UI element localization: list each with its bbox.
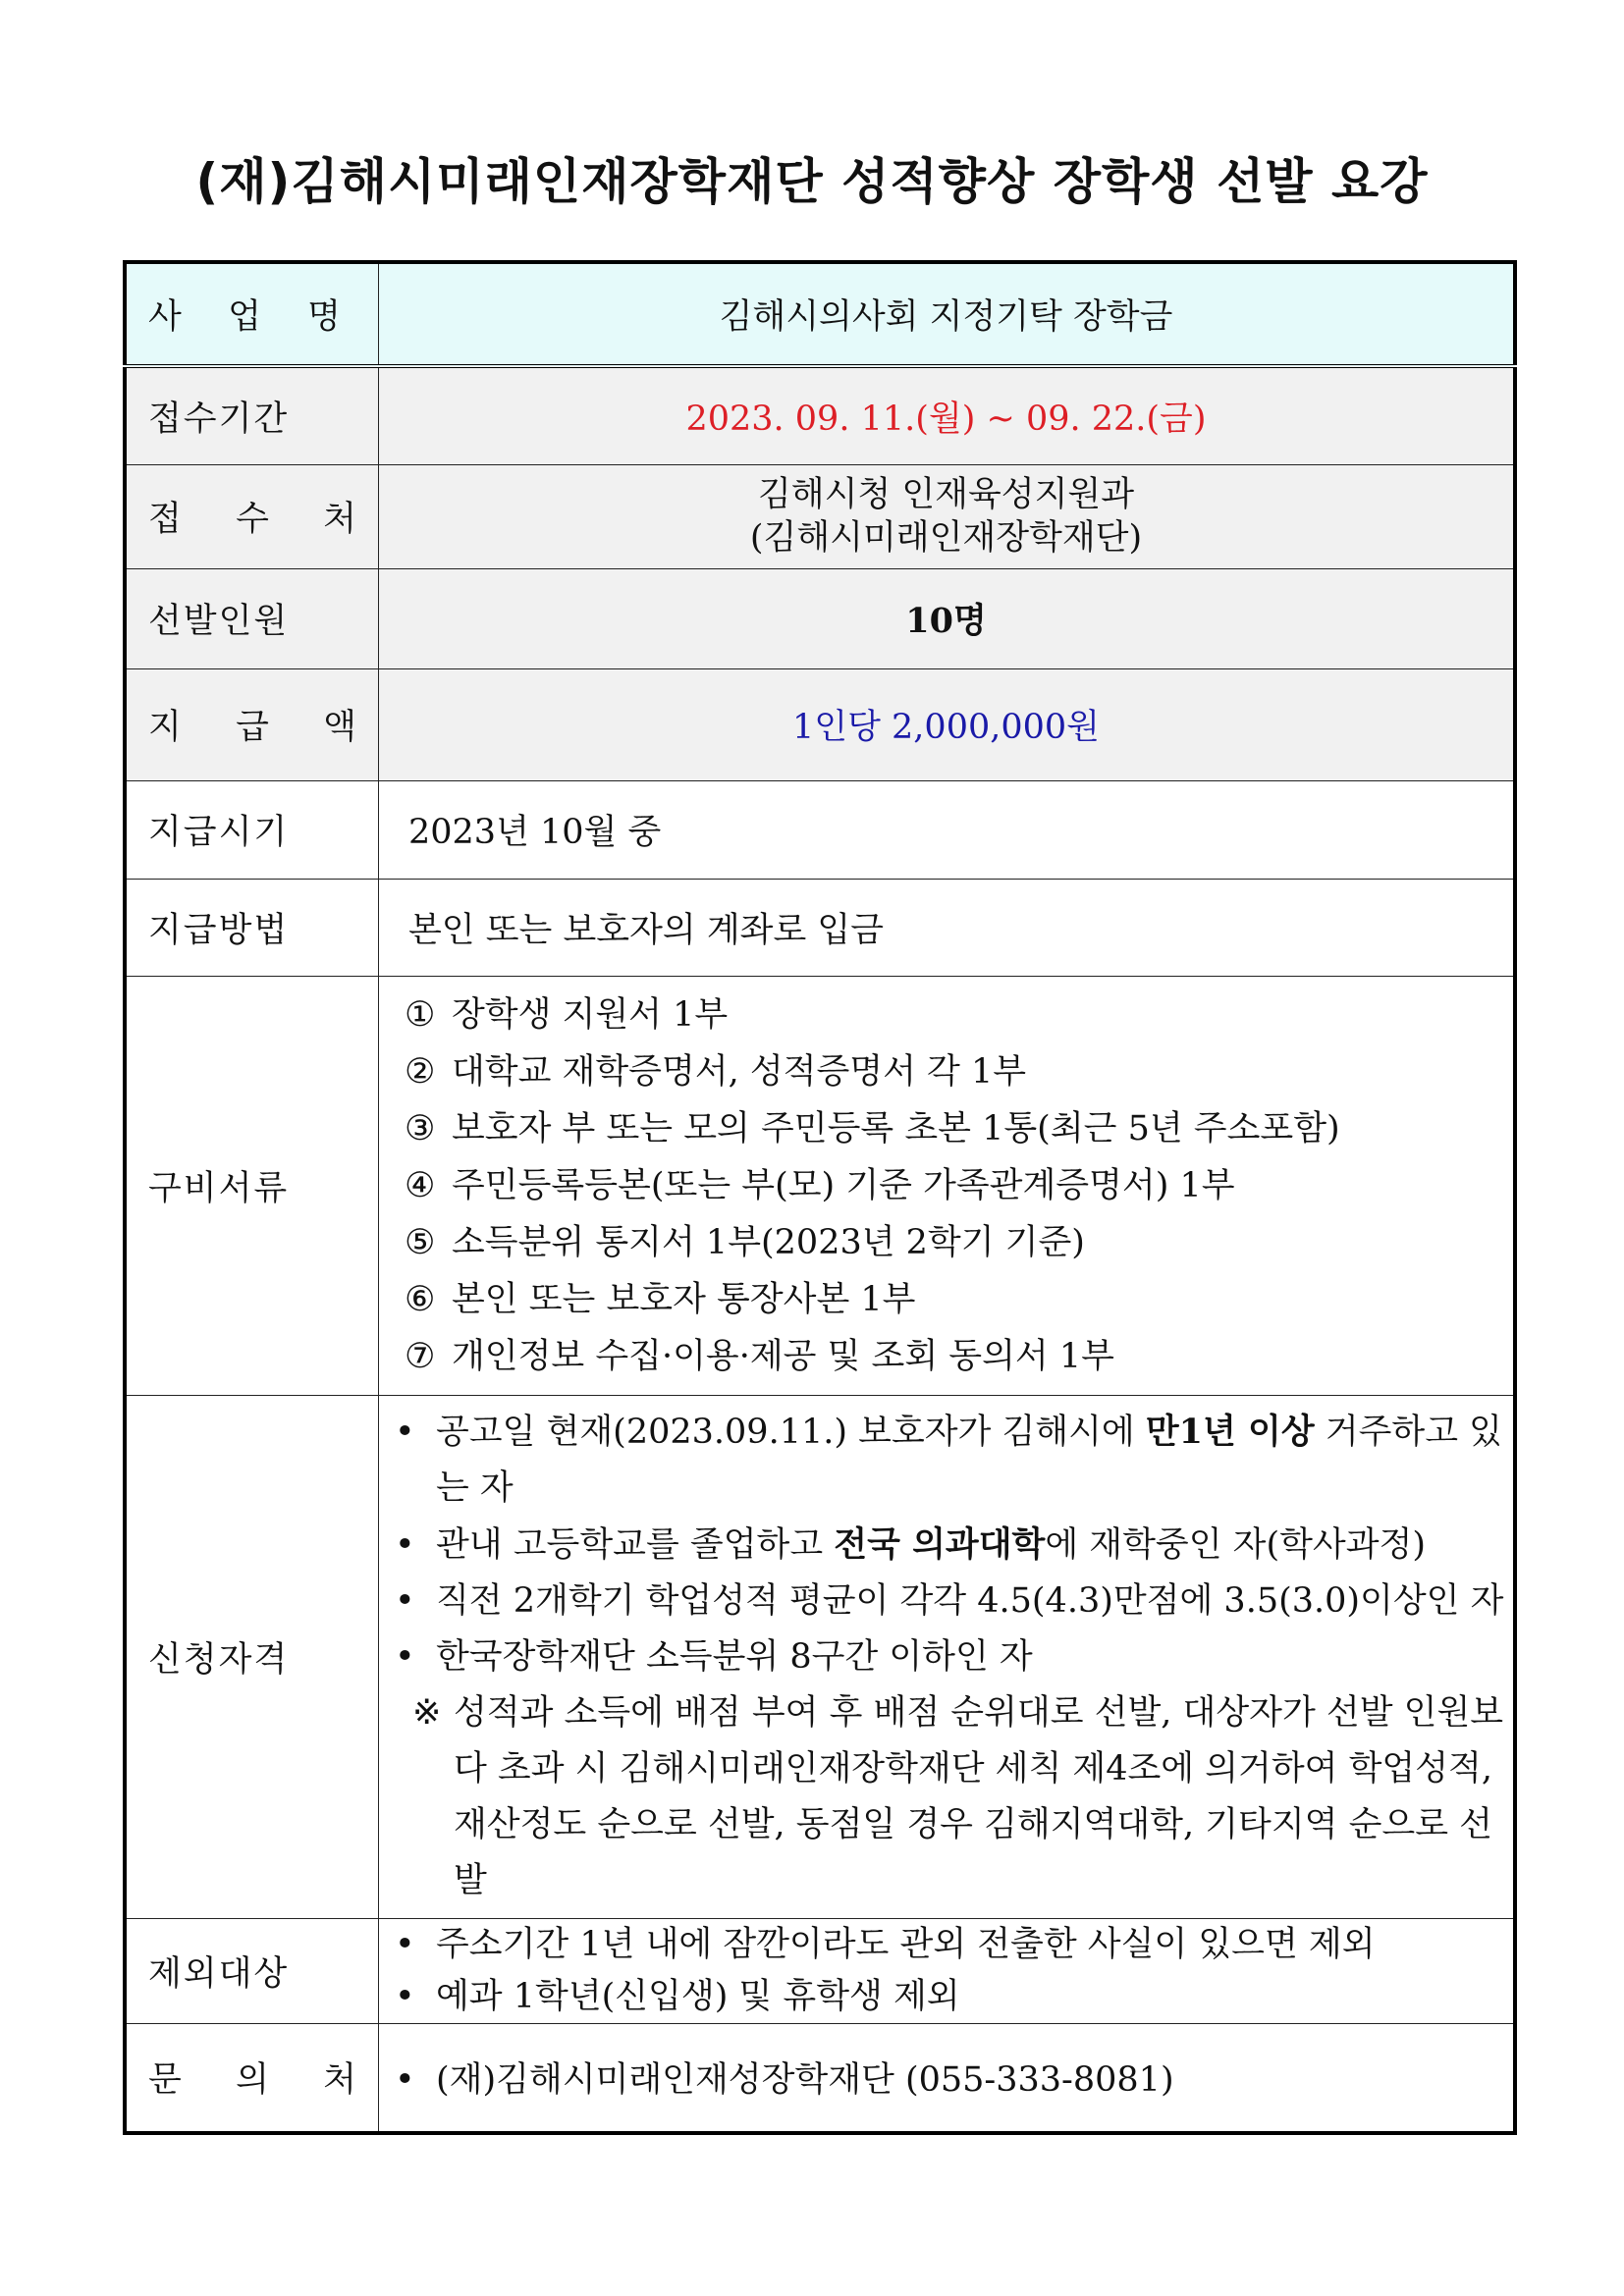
list-item: ⑤ 소득분위 통지서 1부(2023년 2학기 기준) xyxy=(405,1222,1085,1262)
period-label: 접수기간 xyxy=(125,366,379,464)
documents-value xyxy=(379,976,1516,1395)
list-item: ⑥ 본인 또는 보호자 통장사본 1부 xyxy=(405,1279,916,1319)
scholarship-info-table xyxy=(123,260,1517,2135)
eligibility-note: ※ 성적과 소득에 배점 부여 후 배점 순위대로 선발, 대상자가 선발 인원보다 초과 시 김해시미래인재장학재단 세칙 제4조에 의거하여 학업성적, 재산정도 순으로 선발, 동점일 경우 김해지역대학, 기타지역 순으로 선발 xyxy=(412,1693,1504,1900)
eligibility-label: 신청자격 xyxy=(125,1395,379,1918)
list-item: ① 장학생 지원서 1부 xyxy=(405,994,729,1035)
office-value xyxy=(379,464,1516,568)
exclusion-label: 제외대상 xyxy=(125,1918,379,2023)
eligibility-item: • 직전 2개학기 학업성적 평균이 각각 4.5(4.3)만점에 3.5(3.0)이상인 자 xyxy=(395,1581,1504,1621)
row-eligibility xyxy=(125,1395,1515,1918)
exclusion-item: • 예과 1학년(신입생) 및 휴학생 제외 xyxy=(395,1976,960,2016)
timing-value: 2023년 10월 중 xyxy=(379,780,1516,879)
business-value: 김해시의사회 지정기탁 장학금 xyxy=(379,262,1516,366)
list-item: ⑦ 개인정보 수집·이용·제공 및 조회 동의서 1부 xyxy=(405,1336,1114,1376)
business-label: 사 업 명 xyxy=(125,262,379,366)
row-documents xyxy=(125,976,1515,1395)
list-item: ③ 보호자 부 또는 모의 주민등록 초본 1통(최근 5년 주소포함) xyxy=(405,1108,1340,1148)
documents-list xyxy=(380,987,1512,1385)
exclusion-item: • 주소기간 1년 내에 잠깐이라도 관외 전출한 사실이 있으면 제외 xyxy=(395,1924,1376,1964)
timing-label: 지급시기 xyxy=(125,780,379,879)
row-contact xyxy=(125,2023,1515,2133)
eligibility-item: • 공고일 현재(2023.09.11.) 보호자가 김해시에 만1년 이상 거주하고 있는 자 xyxy=(395,1412,1502,1508)
office-label: 접 수 처 xyxy=(125,464,379,568)
eligibility-item: • 한국장학재단 소득분위 8구간 이하인 자 xyxy=(395,1637,1033,1677)
eligibility-item: • 관내 고등학교를 졸업하고 전국 의과대학에 재학중인 자(학사과정) xyxy=(395,1524,1427,1565)
page-title: (재)김해시미래인재장학재단 성적향상 장학생 선발 요강 xyxy=(195,153,1429,210)
row-timing xyxy=(125,780,1515,879)
period-value: 2023. 09. 11.(월) ~ 09. 22.(금) xyxy=(379,366,1516,464)
row-exclusion xyxy=(125,1918,1515,2023)
office-line1: 김해시청 인재육성지원과 xyxy=(757,475,1135,514)
row-office xyxy=(125,464,1515,568)
amount-value: 1인당 2,000,000원 xyxy=(379,668,1516,780)
method-value: 본인 또는 보호자의 계좌로 입금 xyxy=(379,879,1516,976)
office-line2: (김해시미래인재장학재단) xyxy=(749,518,1143,558)
row-amount xyxy=(125,668,1515,780)
list-item: ② 대학교 재학증명서, 성적증명서 각 1부 xyxy=(405,1051,1027,1092)
eligibility-value xyxy=(379,1395,1516,1918)
list-item: ④ 주민등록등본(또는 부(모) 기준 가족관계증명서) 1부 xyxy=(405,1165,1235,1205)
row-method xyxy=(125,879,1515,976)
contact-value: • (재)김해시미래인재성장학재단 (055-333-8081) xyxy=(379,2023,1516,2133)
exclusion-value xyxy=(379,1918,1516,2023)
count-value: 10명 xyxy=(379,568,1516,668)
count-label: 선발인원 xyxy=(125,568,379,668)
method-label: 지급방법 xyxy=(125,879,379,976)
row-count xyxy=(125,568,1515,668)
row-business xyxy=(125,262,1515,366)
amount-label: 지 급 액 xyxy=(125,668,379,780)
documents-label: 구비서류 xyxy=(125,976,379,1395)
row-period xyxy=(125,366,1515,464)
contact-text: (재)김해시미래인재성장학재단 (055-333-8081) xyxy=(436,2060,1174,2101)
contact-label: 문 의 처 xyxy=(125,2023,379,2133)
